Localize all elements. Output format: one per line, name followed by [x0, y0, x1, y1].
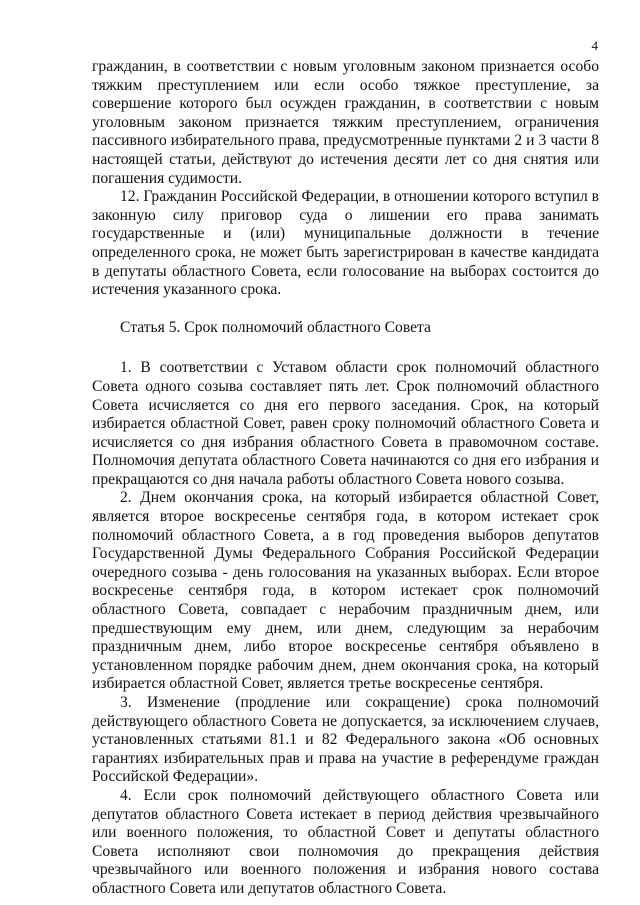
paragraph-item-12: 12. Гражданин Российской Федерации, в отношении которого вступил в законную силу приговор суда о лишении его права занимать государственные и (или) муниципальные должности в течение определенного срока, не может быть зарегистрирован в качестве кандидата в депутаты областного Совета, если голосование на выборах состоится до истечения указанного срока. — [92, 188, 599, 299]
page-number: 4 — [591, 38, 598, 53]
paragraph-item-4: 4. Если срок полномочий действующего областного Совета или депутатов областного Совета истекает в период действия чрезвычайного или военного положения, то областной Совет и депутаты областного Совета исполняют свои полномочия до прекращения действия чрезвычайного или военного положения и избрания нового состава областного Совета или депутатов областного Совета. — [92, 786, 599, 897]
paragraph-item-1: 1. В соответствии с Уставом области срок полномочий областного Совета одного созыва составляет пять лет. Срок полномочий областного Совета исчисляется со дня его первого заседания. Срок, на который избирается областной Совет, равен сроку полномочий областного Совета и исчисляется со дня избрания областного Совета в правомочном составе. Полномочия депутата областного Совета начинаются со дня его избрания и прекращаются со дня начала работы областного Совета нового созыва. — [92, 359, 599, 488]
paragraph-continuation: гражданин, в соответствии с новым уголовным законом признается особо тяжким преступлением или если особо тяжкое преступление, за совершение которого был осужден гражданин, в соответствии с новым уголовным законом признается тяжким преступлением, ограничения пассивного избирательного права, предусмотренные пунктами 2 и 3 части 8 настоящей статьи, действуют до истечения десяти лет со дня снятия или погашения судимости. — [92, 58, 599, 187]
paragraph-item-3: 3. Изменение (продление или сокращение) срока полномочий действующего областного Совета не допускается, за исключением случаев, установленных статьями 81.1 и 82 Федерального закона «Об основных гарантиях избирательных прав и права на участие в референдуме граждан Российской Федерации». — [92, 694, 599, 786]
article-heading: Статья 5. Срок полномочий областного Совета — [120, 318, 431, 336]
paragraph-item-2: 2. Днем окончания срока, на который избирается областной Совет, является второе воскресенье сентября года, в котором истекает срок полномочий областного Совета, а в год проведения выборов депутатов Государственной Думы Федерального Собрания Российской Федерации очередного созыва - день голосования на указанных выборах. Если второе воскресенье сентября года, в котором истекает срок полномочий областного Совета, совпадает с нерабочим праздничным днем, или предшествующим ему днем, или днем, следующим за нерабочим праздничным днем, либо второе воскресенье сентября объявлено в установленном порядке рабочим днем, днем окончания срока, на который избирается областной Совет, является третье воскресенье сентября. — [92, 489, 599, 693]
document-body — [92, 58, 599, 899]
